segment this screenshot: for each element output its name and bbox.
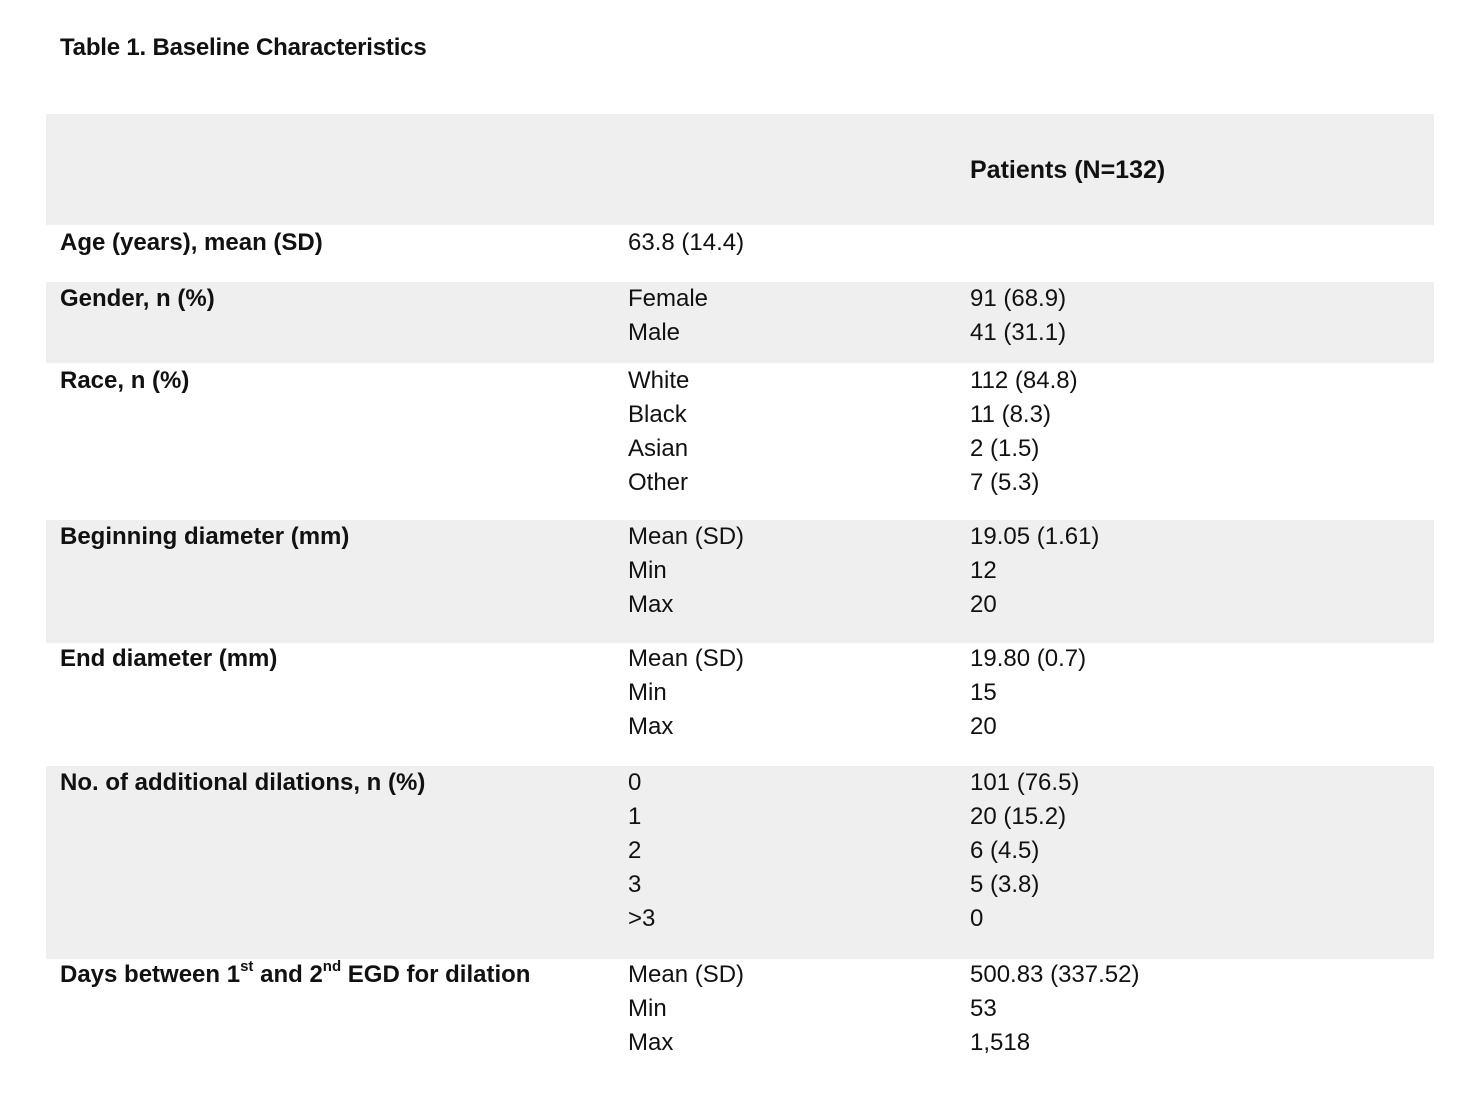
value-cell: 20 [970, 713, 997, 740]
row-values-additional-dilations [970, 766, 1079, 936]
category-cell: Female [628, 285, 709, 312]
category-cell: Max [628, 713, 674, 740]
value-cell: 41 (31.1) [970, 319, 1067, 346]
category-cell: Asian [628, 435, 689, 462]
value-cell: 12 [970, 557, 997, 584]
category-cell: Male [628, 319, 681, 346]
category-cell: Min [628, 995, 667, 1022]
row-values-beginning-diameter [970, 520, 1099, 622]
row-value-age: 63.8 (14.4) [628, 229, 745, 256]
category-cell: White [628, 367, 690, 394]
row-categories-days-between-egd [628, 958, 744, 1060]
row-label-end-diameter: End diameter (mm) [60, 645, 278, 672]
category-cell: Min [628, 557, 667, 584]
label-part: Days between 1 [60, 961, 241, 988]
category-cell: Mean (SD) [628, 523, 745, 550]
table-row-gender [46, 282, 1434, 363]
label-superscript: st [240, 958, 254, 975]
category-cell: 1 [628, 803, 642, 830]
category-cell: 2 [628, 837, 642, 864]
value-cell: 1,518 [970, 1029, 1031, 1056]
value-cell: 5 (3.8) [970, 871, 1040, 898]
category-cell: 0 [628, 769, 642, 796]
row-label-gender: Gender, n (%) [60, 285, 215, 312]
table-title: Table 1. Baseline Characteristics [60, 34, 427, 61]
row-label-race: Race, n (%) [60, 367, 190, 394]
row-label-additional-dilations: No. of additional dilations, n (%) [60, 769, 426, 796]
category-cell: Mean (SD) [628, 645, 745, 672]
value-cell: 15 [970, 679, 997, 706]
value-cell: 19.05 (1.61) [970, 523, 1100, 550]
row-categories-end-diameter [628, 642, 744, 744]
value-cell: 53 [970, 995, 997, 1022]
row-values-end-diameter [970, 642, 1086, 744]
row-label-days-between-egd [60, 958, 530, 992]
row-categories-additional-dilations [628, 766, 655, 936]
value-cell: 91 (68.9) [970, 285, 1067, 312]
category-cell: Min [628, 679, 667, 706]
label-part: and 2 [253, 961, 323, 988]
value-cell: 112 (84.8) [970, 367, 1078, 394]
row-label-age: Age (years), mean (SD) [60, 229, 323, 256]
table-row-race [46, 363, 1434, 520]
row-categories-gender [628, 282, 708, 350]
value-cell: 11 (8.3) [970, 401, 1051, 428]
category-cell: 3 [628, 871, 642, 898]
row-categories-race [628, 364, 689, 500]
category-cell: Mean (SD) [628, 961, 745, 988]
value-cell: 20 (15.2) [970, 803, 1067, 830]
row-values-days-between-egd [970, 958, 1139, 1060]
label-superscript: nd [322, 958, 342, 975]
row-label-beginning-diameter: Beginning diameter (mm) [60, 523, 350, 550]
category-cell: Max [628, 591, 674, 618]
category-cell: >3 [628, 905, 656, 932]
category-cell: Other [628, 469, 689, 496]
value-cell: 0 [970, 905, 984, 932]
value-cell: 2 (1.5) [970, 435, 1040, 462]
label-part: EGD for dilation [341, 961, 531, 988]
column-header-patients: Patients (N=132) [970, 156, 1166, 184]
value-cell: 7 (5.3) [970, 469, 1040, 496]
row-categories-beginning-diameter [628, 520, 744, 622]
row-values-gender [970, 282, 1066, 350]
table-header-row [46, 114, 1434, 225]
value-cell: 500.83 (337.52) [970, 961, 1140, 988]
value-cell: 6 (4.5) [970, 837, 1040, 864]
row-values-race [970, 364, 1078, 500]
category-cell: Max [628, 1029, 674, 1056]
category-cell: Black [628, 401, 687, 428]
value-cell: 20 [970, 591, 997, 618]
value-cell: 19.80 (0.7) [970, 645, 1087, 672]
value-cell: 101 (76.5) [970, 769, 1080, 796]
